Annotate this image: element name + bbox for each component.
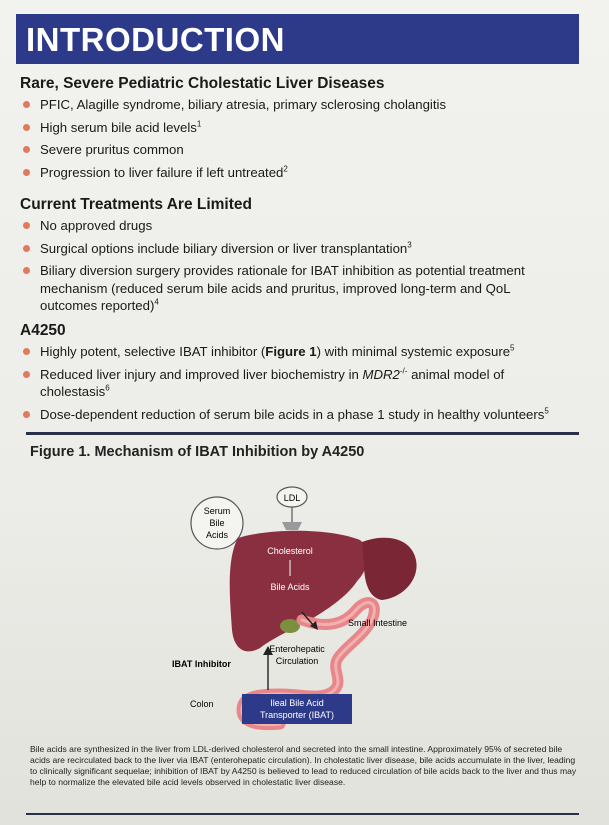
- list-item: Dose-dependent reduction of serum bile acids in a phase 1 study in healthy volunteers$^5$: [20, 406, 585, 424]
- serum-label: Serum: [203, 506, 231, 516]
- ibat-mechanism-diagram: [150, 480, 460, 742]
- section-current-treatments: [20, 196, 585, 320]
- bile-label: Bile: [209, 518, 225, 528]
- list-item: High serum bile acid levels$^1$: [20, 119, 585, 137]
- list-item: Highly potent, selective IBAT inhibitor (Figure 1) with minimal systemic exposure$^5$: [20, 343, 585, 361]
- bullet-list: [20, 217, 585, 315]
- cholesterol-label: Cholesterol: [267, 546, 313, 556]
- small-intestine-label: Small Intestine: [348, 618, 408, 628]
- list-item: Biliary diversion surgery provides rationale for IBAT inhibition as potential treatment mechanism (reduced serum bile acids and pruritus, improved long-term and QoL outcomes reported)$^4$: [20, 262, 555, 315]
- section-heading: Rare, Severe Pediatric Cholestatic Liver Diseases: [20, 75, 385, 92]
- transporter-label-1: Ileal Bile Acid: [270, 698, 324, 708]
- figure-caption: Bile acids are synthesized in the liver from LDL-derived cholesterol and secreted into the small intestine. Approximately 95% of secreted bile acids are recirculated back to the liver via IBAT (enterohepatic circulation). In cholestatic liver disease, bile acids accumulate in the liver, leading to clinically significant sequelae; inhibition of IBAT by A4250 is believed to lead to reduced circulation of bile acids back to the liver and thus may help to normalize the elevated bile acid levels observed in cholestatic liver disease.: [30, 744, 577, 787]
- section-pediatric-diseases: [20, 75, 585, 186]
- ldl-label: LDL: [283, 493, 301, 503]
- list-item: Severe pruritus common: [20, 141, 585, 159]
- page-title: INTRODUCTION: [26, 21, 285, 58]
- section-a4250: [20, 322, 585, 428]
- list-item: Reduced liver injury and improved liver biochemistry in MDR2-/- animal model of cholestasis$^6$: [20, 366, 545, 401]
- colon-label: Colon: [190, 699, 214, 709]
- list-item: Progression to liver failure if left untreated$^2$: [20, 164, 585, 182]
- divider-bottom: [26, 813, 579, 815]
- list-item: Surgical options include biliary diversion or liver transplantation$^3$: [20, 240, 585, 258]
- bullet-list: [20, 343, 585, 423]
- bullet-list: [20, 96, 585, 181]
- list-item: PFIC, Alagille syndrome, biliary atresia, primary sclerosing cholangitis: [20, 96, 585, 114]
- section-heading: A4250: [20, 322, 66, 339]
- bile-acids-label: Bile Acids: [270, 582, 310, 592]
- ibat-inhibitor-label: IBAT Inhibitor: [172, 659, 231, 669]
- header-bar: [16, 14, 579, 64]
- acids-label: Acids: [205, 530, 229, 540]
- circulation-label: Circulation: [275, 656, 319, 666]
- ldl-receptor: [282, 522, 302, 530]
- enterohepatic-label: Enterohepatic: [269, 644, 325, 654]
- figure-title: Figure 1. Mechanism of IBAT Inhibition by A4250: [30, 444, 365, 460]
- divider-top: [26, 432, 579, 435]
- list-item: No approved drugs: [20, 217, 585, 235]
- liver-right-lobe: [362, 538, 417, 600]
- transporter-label-2: Transporter (IBAT): [259, 710, 335, 720]
- section-heading: Current Treatments Are Limited: [20, 196, 252, 213]
